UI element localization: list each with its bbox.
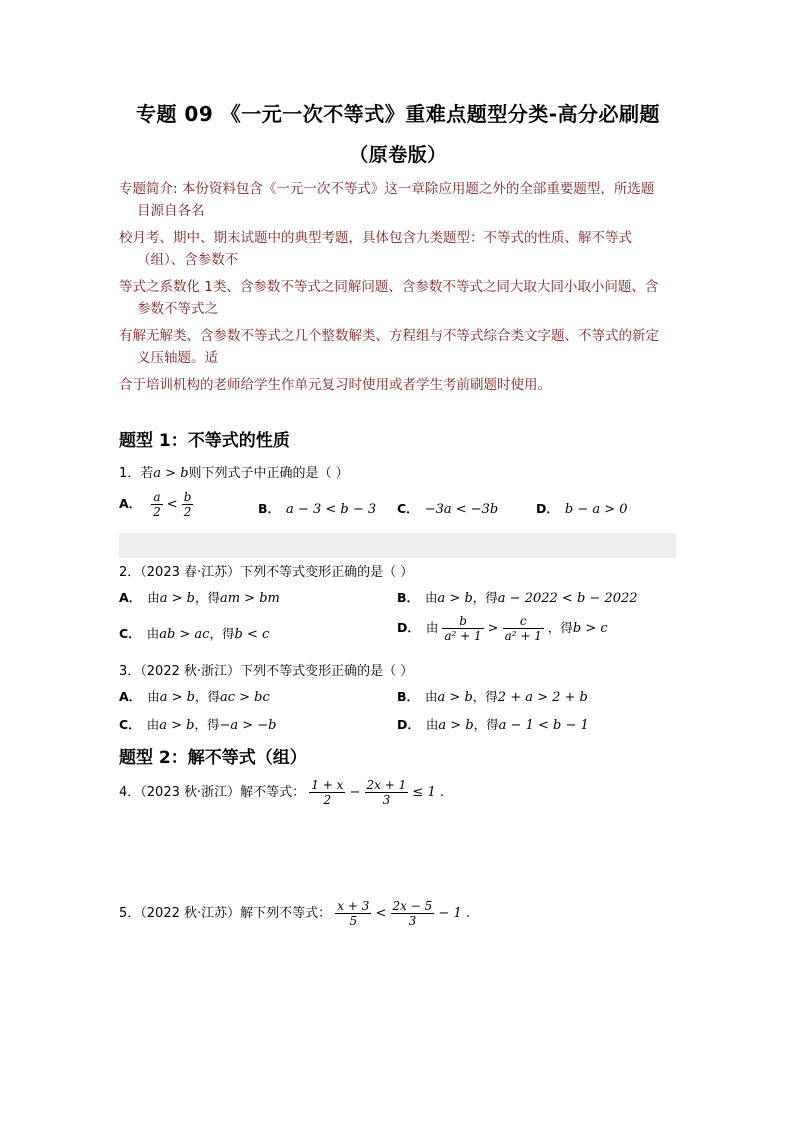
q1-stem-prefix: 1．若 — [119, 466, 154, 481]
q5-frac-2: $\frac{2x - 5}{3}$ — [392, 899, 433, 928]
q1-option-a — [119, 490, 193, 519]
q1-option-b-letter: B． — [258, 501, 281, 516]
q3-option-d: D． 由a > b，得a − 1 < b − 1 — [397, 717, 589, 733]
q1-option-c-math: −3a < −3b — [424, 502, 499, 517]
intro-line-1: 专题简介: 本份资料包含《一元一次不等式》这一章除应用题之外的全部重要题型，所选题 — [119, 181, 655, 197]
intro-line-3: 等式之系数化 1类、含参数不等式之同解问题、含参数不等式之同大取大同小取小问题、含 — [119, 279, 659, 295]
q1-option-c-letter: C． — [397, 501, 419, 516]
q1-option-c — [397, 499, 498, 517]
q1-stem-suffix: 则下列式子中正确的是（ ） — [188, 466, 349, 481]
q1-option-b — [258, 499, 376, 517]
q1-condition: a > b — [153, 466, 189, 481]
q2-d-frac-1: $\frac{b}{\text{a² + 1}}$ — [444, 614, 482, 643]
q1-option-d-math: b − a > 0 — [564, 502, 628, 517]
q3-option-c: C． 由a > b，得−a > −b — [119, 717, 277, 733]
q5-stem: 5．（2022 秋·江苏）解下列不等式： — [119, 906, 332, 921]
intro-line-1b: 目源自各名 — [137, 203, 205, 219]
q1-option-b-math: a − 3 < b − 3 — [286, 502, 377, 517]
q1-option-d — [536, 499, 628, 517]
intro-line-4b: 义压轴题。适 — [137, 350, 218, 366]
q2-option-a: A． 由a > b，得am > bm — [119, 590, 280, 606]
shaded-band — [119, 533, 676, 558]
q2-option-b: B． 由a > b，得a − 2022 < b − 2022 — [397, 590, 638, 606]
q1-a-frac-1: $\frac{a}{2}$ — [153, 490, 161, 519]
intro-line-4: 有解无解类、含参数不等式之几个整数解类、方程组与不等式综合类文字题、不等式的新定 — [119, 328, 659, 344]
q1-a-frac-2: $\frac{b}{2}$ — [183, 490, 192, 519]
q4-frac-2: $\frac{2x + 1}{3}$ — [366, 778, 407, 807]
intro-line-2b: （组）、含参数不 — [137, 252, 239, 268]
intro-line-2: 校月考、期中、期末试题中的典型考题，具体包含九类题型：不等式的性质、解不等式 — [119, 230, 632, 246]
q2-d-frac-2: $\frac{c}{\text{a² + 1}}$ — [504, 614, 542, 643]
question-1-stem — [119, 462, 349, 481]
section-heading-1: 题型 1：不等式的性质 — [119, 431, 290, 451]
q3-option-a: A． 由a > b，得ac > bc — [119, 689, 270, 705]
intro-line-3b: 参数不等式之 — [137, 301, 218, 317]
q1-option-d-letter: D． — [536, 501, 559, 516]
intro-paragraph — [119, 178, 679, 396]
page-subtitle: （原卷版） — [349, 144, 447, 166]
q4-frac-1: $\frac{1 + x}{2}$ — [311, 778, 344, 807]
q1-a-relation: < — [166, 497, 178, 512]
q2-option-c: C． 由ab > ac，得b < c — [119, 626, 270, 642]
question-4: 4．（2023 秋·浙江）解不等式： $\frac{1 + x}{2}$ − $\frac{2x + 1}{3}$ ≤ 1 . — [119, 778, 444, 807]
q1-option-a-letter: A． — [119, 496, 142, 511]
q4-stem: 4．（2023 秋·浙江）解不等式： — [119, 785, 306, 800]
page-title: 专题 09 《一元一次不等式》重难点题型分类-高分必刷题 — [135, 102, 661, 126]
question-5: 5．（2022 秋·江苏）解下列不等式： $\frac{x + 3}{5}$ < $\frac{2x - 5}{3}$ − 1 . — [119, 899, 470, 928]
intro-line-5: 合于培训机构的老师给学生作单元复习时使用或者学生考前刷题时使用。 — [119, 377, 551, 393]
q5-frac-1: $\frac{x + 3}{5}$ — [337, 899, 370, 928]
question-2-stem: 2．（2023 春·江苏）下列不等式变形正确的是（ ） — [119, 565, 414, 580]
question-3-stem: 3．（2022 秋·浙江）下列不等式变形正确的是（ ） — [119, 664, 414, 679]
section-heading-2: 题型 2：解不等式（组） — [119, 748, 307, 768]
q3-option-b: B． 由a > b，得2 + a > 2 + b — [397, 689, 588, 705]
q2-option-d: D． 由 $\frac{b}{\text{a² + 1}}$ > $\frac{c}{\text{a² + 1}}$ ，得b > c — [397, 614, 608, 643]
